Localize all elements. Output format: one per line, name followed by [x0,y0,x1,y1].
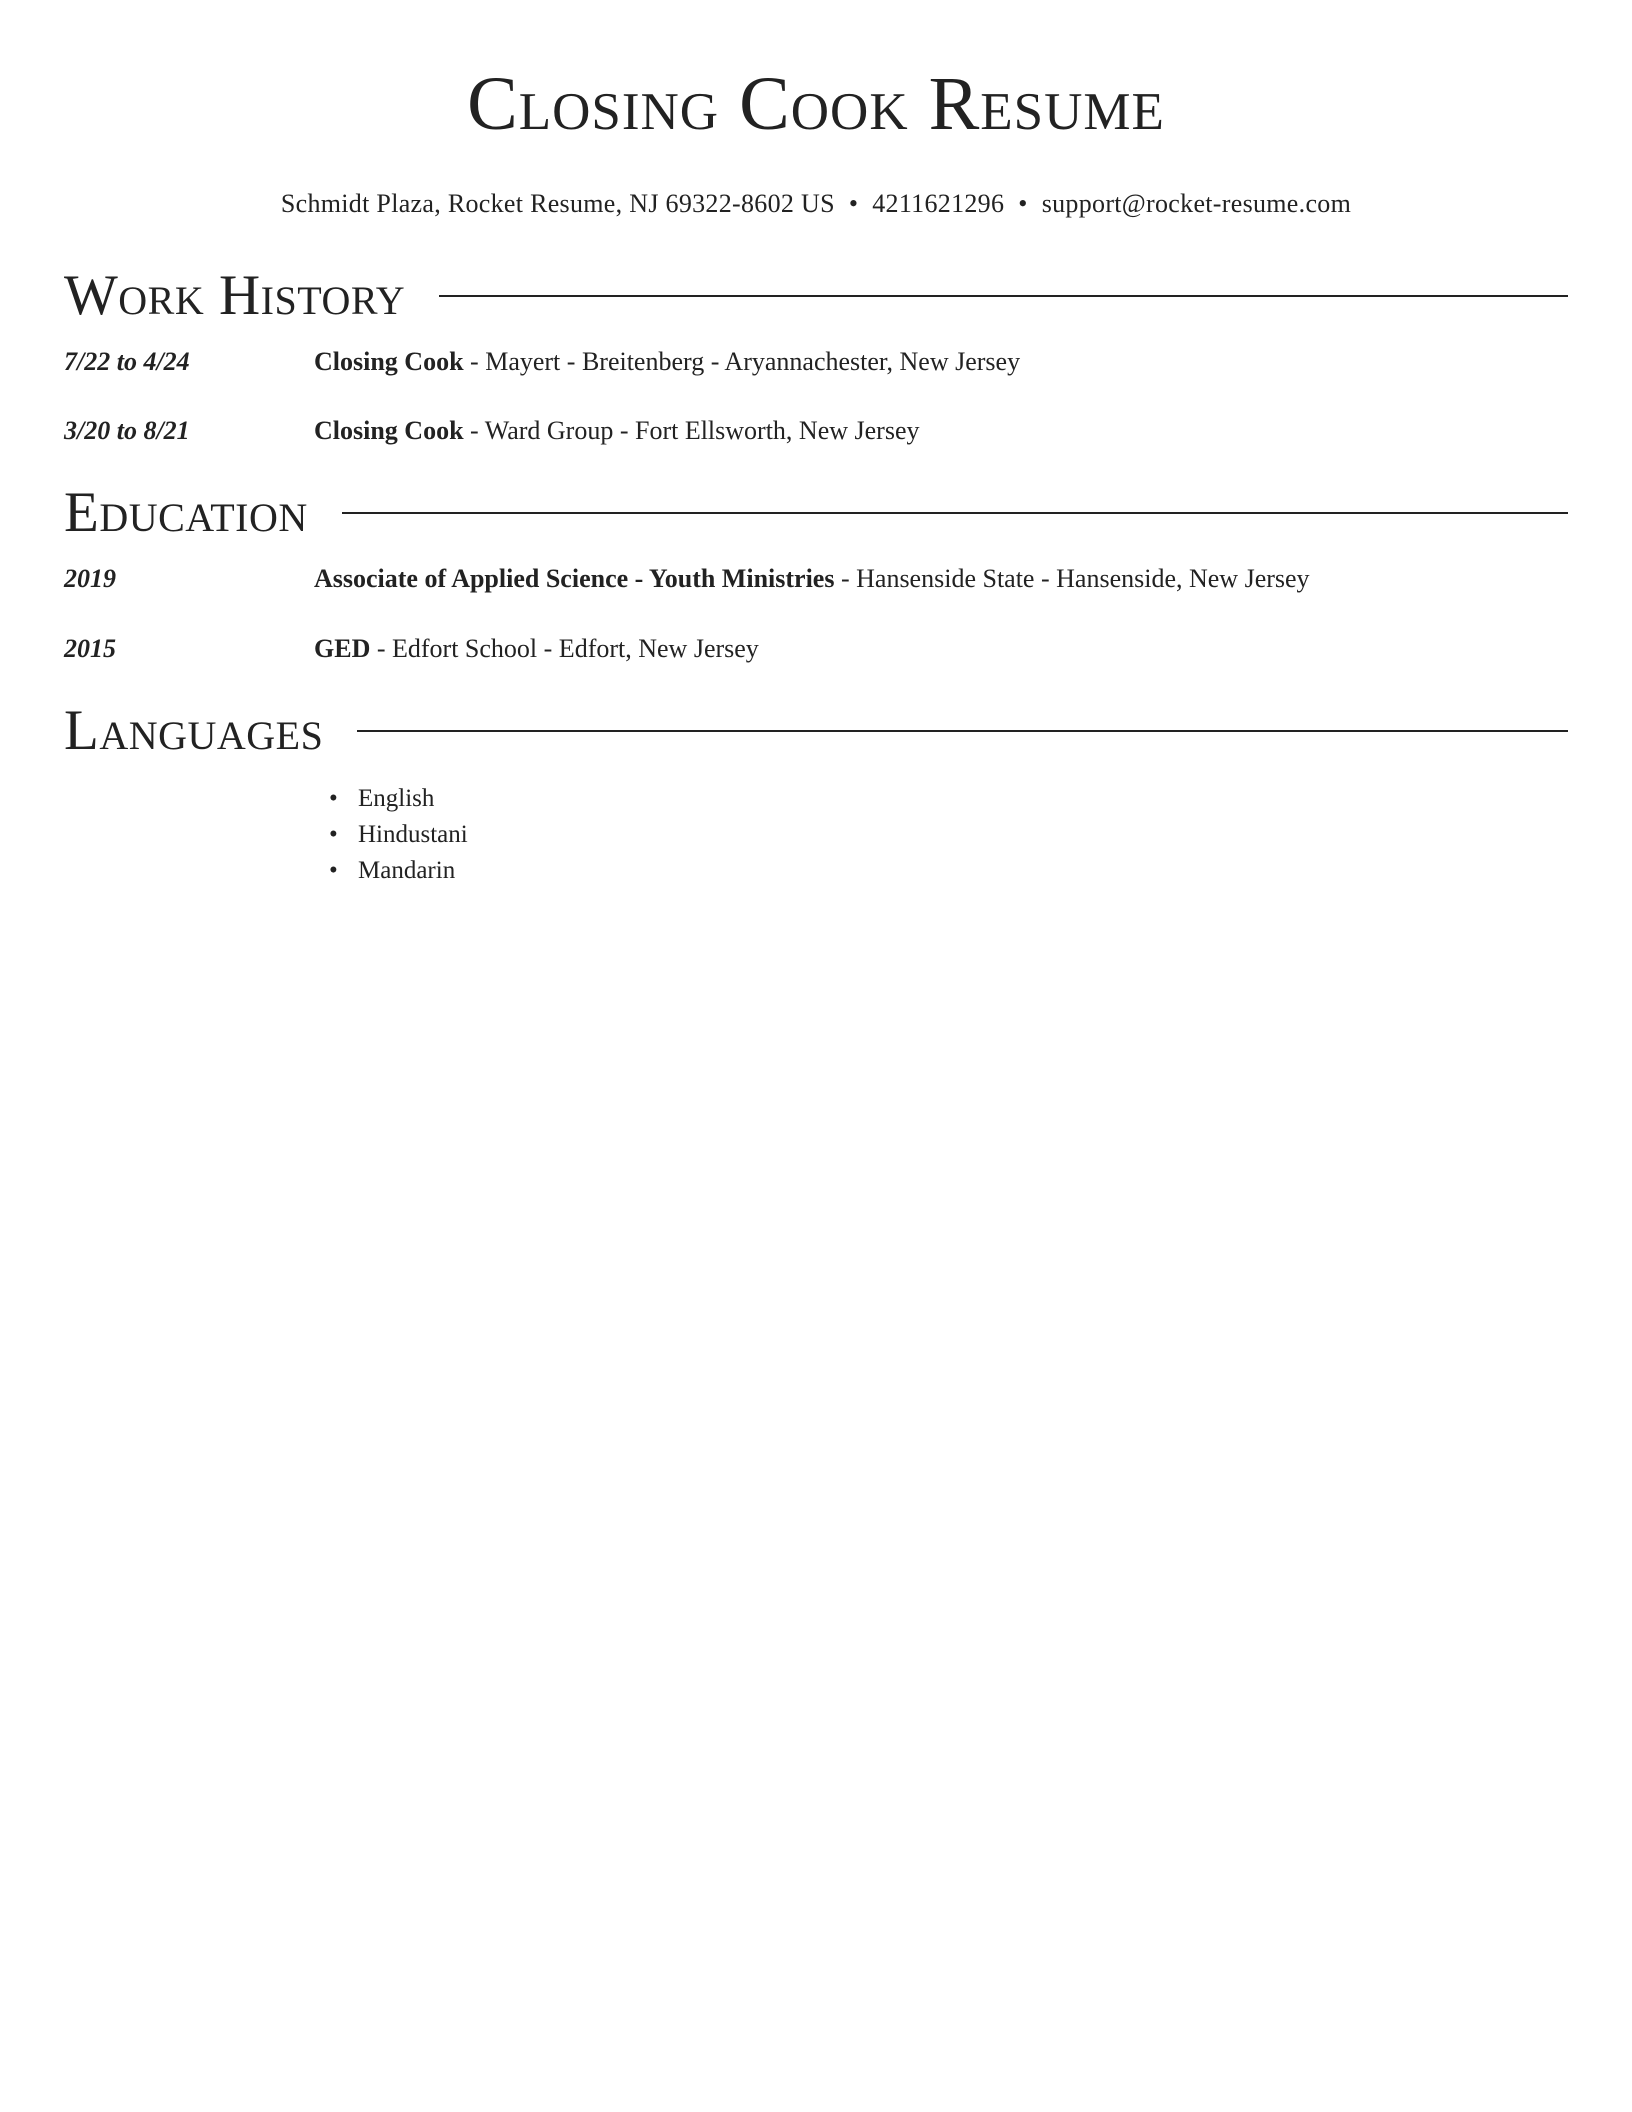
bullet-icon: • [329,785,338,812]
education-header [64,481,1568,545]
education-entry-degree: GED [314,634,371,663]
work-entry [64,415,1568,447]
education-entry-degree: Associate of Applied Science - Youth Ministries [314,564,835,593]
work-entry [64,346,1568,378]
education-entry [64,633,1568,665]
contact-separator: • [848,189,859,218]
languages-list [64,781,1568,889]
education-entry-school: - Edfort School - Edfort, New Jersey [370,634,759,663]
contact-phone: 4211621296 [872,189,1005,218]
language-item [329,781,1568,817]
education-entry [64,563,1568,595]
language-name: Hindustani [358,821,468,848]
languages-header [64,699,1568,763]
work-entry-title: Closing Cook [314,416,464,445]
section-divider [357,730,1568,732]
education-entry-date: 2015 [64,634,116,663]
work-entry-title: Closing Cook [314,347,464,376]
work-entry-employer: - Mayert - Breitenberg - Aryannachester, New Jersey [463,347,1021,376]
education-entry-school: - Hansenside State - Hansenside, New Jersey [834,564,1310,593]
work-history-heading: Work History [64,264,406,327]
education-entry-detail [314,563,1568,595]
language-item [329,817,1568,853]
contact-address: Schmidt Plaza, Rocket Resume, NJ 69322-8602 US [280,189,835,218]
language-name: Mandarin [358,857,456,884]
education-entry-detail [314,633,1568,665]
work-entry-employer: - Ward Group - Fort Ellsworth, New Jersey [463,416,920,445]
languages-heading: Languages [64,699,324,762]
work-history-header [64,264,1568,328]
work-entry-detail [314,415,1568,447]
section-divider [342,512,1568,514]
contact-email: support@rocket-resume.com [1041,189,1352,218]
work-entry-date: 3/20 to 8/21 [64,416,190,445]
bullet-icon: • [329,821,338,848]
work-entry-date: 7/22 to 4/24 [64,347,190,376]
work-entry-detail [314,346,1568,378]
bullet-icon: • [329,857,338,884]
language-name: English [358,785,435,812]
education-heading: Education [64,481,308,544]
section-divider [439,295,1568,297]
contact-separator: • [1018,189,1028,218]
resume-title: Closing Cook Resume [467,62,1165,146]
language-item [329,853,1568,889]
education-entry-date: 2019 [64,564,116,593]
contact-line [64,188,1568,220]
